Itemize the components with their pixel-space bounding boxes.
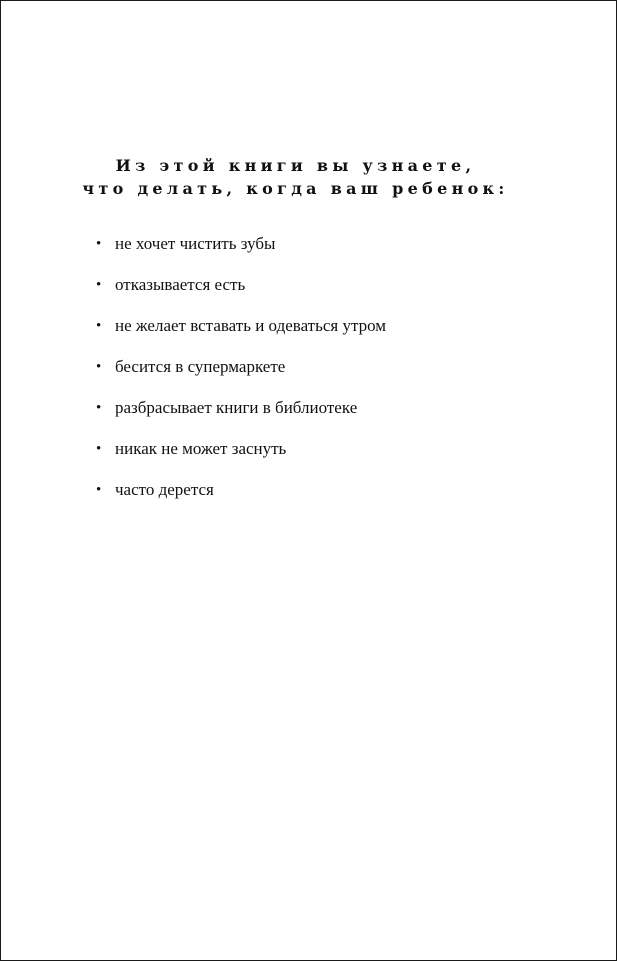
page-heading (1, 154, 590, 200)
bullet-icon: • (96, 277, 102, 293)
bullet-icon: • (96, 359, 102, 375)
bullet-icon: • (96, 400, 102, 416)
list-item-text: не хочет чистить зубы (115, 234, 276, 253)
heading-line-1: Из этой книги вы узнаете, (115, 156, 476, 175)
bullet-icon: • (96, 318, 102, 334)
list-item-text: не желает вставать и одеваться утром (115, 316, 387, 335)
heading-line-2: что делать, когда ваш ребенок: (82, 179, 509, 198)
bullet-icon: • (96, 441, 102, 457)
bullet-icon: • (96, 482, 102, 498)
list-item-text: часто дерется (115, 480, 214, 499)
list-item-text: никак не может заснуть (115, 439, 287, 458)
list-item-text: бесится в супермаркете (115, 357, 286, 376)
list-item-text: отказывается есть (115, 275, 246, 294)
list-item-text: разбрасывает книги в библиотеке (115, 398, 358, 417)
bullet-icon: • (96, 236, 102, 252)
